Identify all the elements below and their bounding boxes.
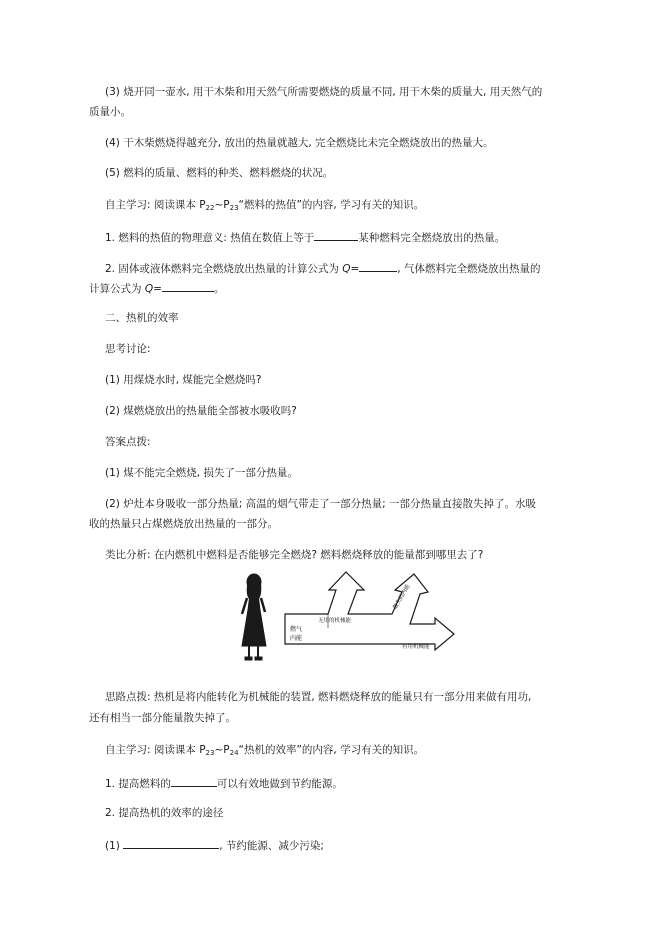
self-study-2: 自主学习: 阅读课本 $P_{23}\sim P_{24}“$热机的效率”的内容, 学习有关的知识。 [105, 744, 425, 757]
answer-hint-1: (1) 煤不能完全燃烧, 损失了一部分热量。 [105, 467, 298, 479]
heat-loss-label: 散失的内能 [392, 583, 412, 611]
question-efficiency-way-1: (1) , 节约能源、减少污染; [105, 837, 324, 853]
source-label-2: 内能 [290, 635, 303, 642]
question-formula-line2: 计算公式为 Q= 。 [89, 280, 224, 296]
woman-figure-icon [242, 574, 266, 660]
thinking-hint-line2: 还有相当一部分能量散失掉了。 [89, 712, 236, 724]
answer-hint-2-line2: 收的热量只占煤燃烧放出热量的一部分。 [89, 518, 278, 530]
answer-blank[interactable] [123, 837, 219, 849]
energy-flow-diagram [230, 568, 460, 668]
section-title: 二、热机的效率 [105, 312, 179, 324]
discussion-title: 思考讨论: [105, 343, 151, 355]
answer-hint-2-line1: (2) 炉灶本身吸收一部分热量; 高温的烟气带走了一部分热量; 一部分热量直接散失掉了。水吸 [105, 498, 536, 510]
analogy-question: 类比分析: 在内燃机中燃料是否能够完全燃烧? 燃料燃烧释放的能量都到哪里去了? [105, 549, 484, 561]
question-heat-value-meaning: 1. 燃料的热值的物理意义: 热值在数值上等于 某种燃料完全燃烧放出的热量。 [105, 229, 505, 245]
answer-4: (4) 干木柴燃烧得越充分, 放出的热量就越大, 完全燃烧比未完全燃烧放出的热量大。 [105, 137, 494, 149]
answer-blank[interactable] [171, 775, 217, 787]
discussion-q2: (2) 煤燃烧放出的热量能全部被水吸收吗? [105, 405, 297, 417]
energy-flow-figure [230, 568, 460, 668]
answer-hint-title: 答案点拨: [105, 436, 151, 448]
answer-3-line2: 质量小。 [89, 106, 131, 118]
answer-5: (5) 燃料的质量、燃料的种类、燃料燃烧的状况。 [105, 167, 334, 179]
answer-blank[interactable] [359, 260, 397, 272]
useful-mechanical-label: 有用机械能 [402, 644, 430, 650]
question-efficiency-ways: 2. 提高热机的效率的途径 [105, 807, 224, 819]
answer-blank[interactable] [314, 229, 358, 241]
thinking-hint-line1: 思路点拨: 热机是将内能转化为机械能的装置, 燃料燃烧释放的能量只有一部分用来做有用功, [105, 691, 532, 703]
energy-band [285, 572, 454, 650]
useless-mechanical-label: 无用的机械能 [318, 618, 352, 624]
answer-3-line1: (3) 烧开同一壶水, 用干木柴和用天然气所需要燃烧的质量不同, 用干木柴的质量大, 用天然气的 [105, 86, 543, 98]
self-study-1: 自主学习: 阅读课本 $P_{22}\sim P_{23}“$燃料的热值”的内容, 学习有关的知识。 [105, 199, 425, 212]
answer-blank[interactable] [162, 280, 214, 292]
question-formula-line1: 2. 固体或液体燃料完全燃烧放出热量的计算公式为 Q= , 气体燃料完全燃烧放出热量的 [105, 260, 540, 276]
source-label-1: 燃气 [290, 626, 303, 633]
discussion-q1: (1) 用煤烧水时, 煤能完全燃烧吗? [105, 374, 262, 386]
question-improve-fuel: 1. 提高燃料的 可以有效地做到节约能源。 [105, 775, 343, 791]
